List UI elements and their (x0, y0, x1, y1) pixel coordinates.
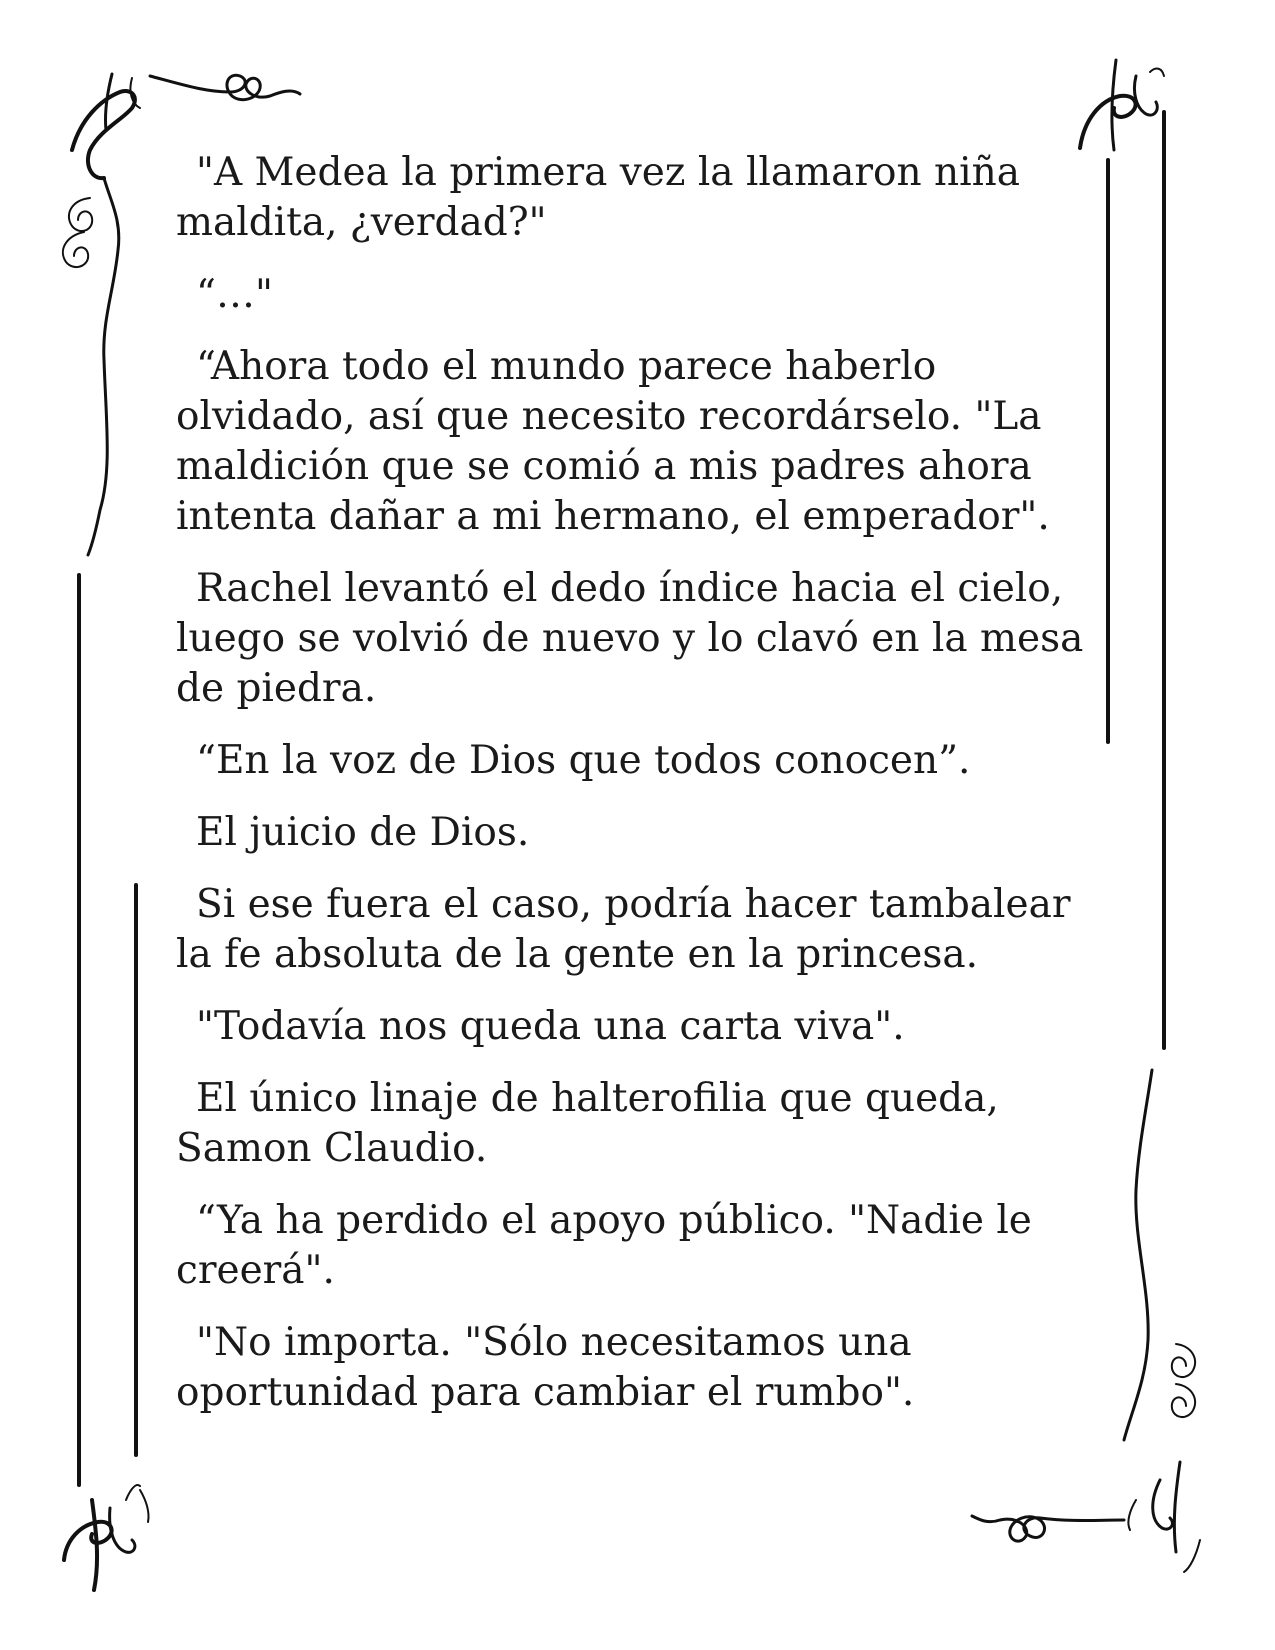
paragraph: “Ya ha perdido el apoyo público. "Nadie le creerá". (176, 1198, 1032, 1293)
paragraph: "No importa. "Sólo necesitamos una oportunidad para cambiar el rumbo". (176, 1320, 915, 1415)
paragraph: “En la voz de Dios que todos conocen”. (196, 738, 971, 783)
paragraph: Rachel levantó el dedo índice hacia el cielo, luego se volvió de nuevo y lo clavó en la mesa de piedra. (176, 566, 1084, 711)
flourish-bottom-left-icon (64, 1485, 149, 1590)
flourish-top-right-icon (1080, 60, 1164, 150)
paragraph: Si ese fuera el caso, podría hacer tambalear la fe absoluta de la gente en la princesa. (176, 882, 1071, 977)
paragraph: El único linaje de halterofilia que queda, Samon Claudio. (176, 1076, 999, 1171)
paragraph: "A Medea la primera vez la llamaron niña maldita, ¿verdad?" (176, 150, 1020, 245)
paragraph: “Ahora todo el mundo parece haberlo olvidado, así que necesito recordárselo. "La maldición que se comió a mis padres ahora intenta dañar a mi hermano, el emperador". (176, 344, 1050, 539)
paragraph: “…" (196, 272, 273, 317)
text-body (176, 148, 1096, 1440)
paragraph: El juicio de Dios. (196, 810, 530, 855)
paragraph: "Todavía nos queda una carta viva". (196, 1004, 905, 1049)
